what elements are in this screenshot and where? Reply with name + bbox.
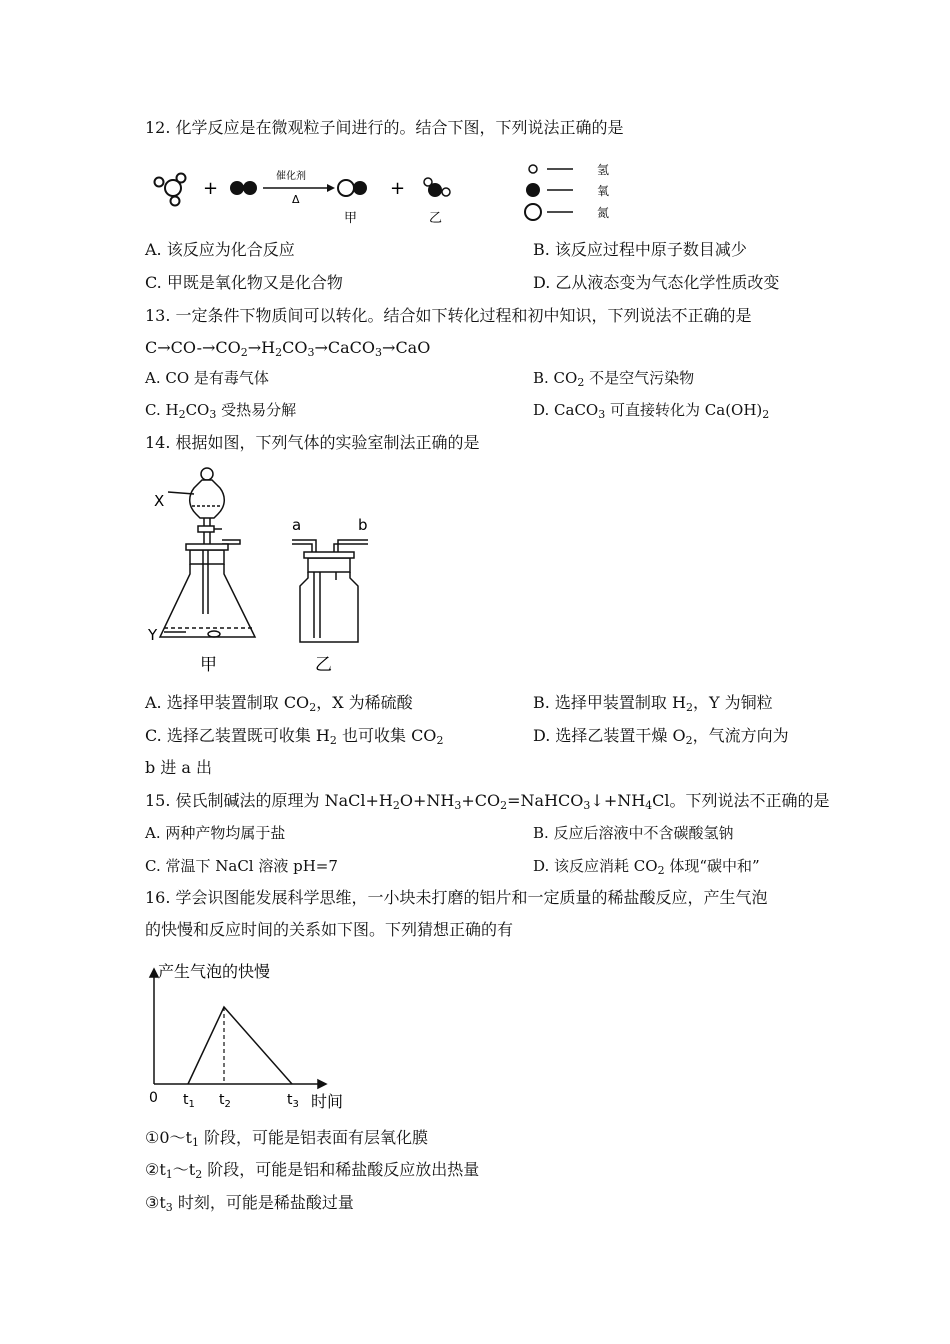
q13-option-a: A. CO 是有毒气体 (145, 369, 269, 387)
label-b: b (358, 516, 368, 534)
apparatus-jia (160, 468, 255, 637)
q15-option-c: C. 常温下 NaCl 溶液 pH=7 (145, 857, 338, 875)
chart-origin-label: 0 (149, 1090, 158, 1106)
q15-stem: 15. 侯氏制碱法的原理为 $NaCl+H_2O+NH_3+CO_2=NaHCO_3↓+NH_4Cl$。下列说法不正确的是 (145, 791, 830, 812)
legend-hydrogen: 氢 (597, 163, 610, 177)
q12-option-c: C. 甲既是氧化物又是化合物 (145, 273, 343, 292)
legend-oxygen: 氧 (597, 184, 610, 198)
q14-apparatus-diagram (140, 462, 400, 677)
q14-option-d-continued: b 进 a 出 (145, 758, 213, 777)
q16-item-3: $③t_3$ 时刻，可能是稀盐酸过量 (145, 1193, 354, 1214)
reaction-arrow (263, 169, 335, 206)
label-x: X (154, 492, 165, 510)
ammonia-molecule (155, 174, 186, 206)
product-jia-molecule (338, 180, 367, 196)
q13-stem: 13. 一定条件下物质间可以转化。结合如下转化过程和初中知识，下列说法不正确的是 (145, 306, 752, 325)
q12-option-d: D. 乙从液态变为气态化学性质改变 (533, 273, 780, 292)
product-jia-label: 甲 (344, 211, 358, 226)
apparatus-yi (292, 540, 368, 642)
q13-option-b: B. $CO_2$ 不是空气污染物 (533, 369, 695, 389)
tick-label-t2: $t_2$ (219, 1092, 231, 1110)
label-yi: 乙 (315, 655, 332, 675)
product-yi-molecule (424, 178, 450, 197)
q14-option-d: D. 选择乙装置干燥 $O_2$，气流方向为 (533, 726, 789, 747)
q16-stem-line2: 的快慢和反应时间的关系如下图。下列猜想正确的有 (145, 920, 514, 939)
q15-option-b: B. 反应后溶液中不含碳酸氢钠 (533, 824, 734, 842)
q12-option-a: A. 该反应为化合反应 (145, 240, 295, 259)
heat-symbol: Δ (292, 193, 300, 206)
tick-label-t1: $t_1$ (183, 1092, 195, 1110)
plus-sign-1: + (203, 178, 219, 199)
q14-stem: 14. 根据如图，下列气体的实验室制法正确的是 (145, 433, 480, 452)
chart-axes (150, 969, 326, 1088)
q16-item-2: $②t_1\sim t_2$ 阶段，可能是铝和稀盐酸反应放出热量 (145, 1160, 480, 1181)
q14-option-b: B. 选择甲装置制取 $H_2$，Y 为铜粒 (533, 693, 773, 714)
q12-stem: 12. 化学反应是在微观粒子间进行的。结合下图，下列说法正确的是 (145, 118, 624, 137)
rate-curve (188, 1007, 292, 1084)
chart-y-label: 产生气泡的快慢 (158, 962, 271, 981)
catalyst-label: 催化剂 (276, 171, 306, 182)
q15-option-a: A. 两种产物均属于盐 (145, 824, 286, 842)
tick-label-t3: $t_3$ (287, 1092, 299, 1110)
label-y: Y (148, 626, 158, 644)
legend-nitrogen: 氮 (597, 206, 610, 220)
q12-reaction-diagram (145, 152, 645, 232)
oxygen-molecule (230, 181, 257, 195)
plus-sign-2: + (390, 178, 406, 199)
q14-option-a: A. 选择甲装置制取 $CO_2$，X 为稀硫酸 (145, 693, 413, 714)
label-a: a (292, 516, 302, 534)
product-yi-label: 乙 (429, 211, 443, 226)
q13-chain: $C\to CO-\to CO_2\to H_2CO_3\to CaCO_3\to CaO$ (145, 338, 431, 359)
q15-option-d: D. 该反应消耗 $CO_2$ 体现“碳中和” (533, 857, 760, 877)
q14-option-c: C. 选择乙装置既可收集 $H_2$ 也可收集 $CO_2$ (145, 726, 444, 747)
q13-option-d: D. CaCO$_3$ 可直接转化为 $Ca(OH)_2$ (533, 401, 770, 421)
chart-x-label: 时间 (311, 1092, 344, 1111)
q16-rate-time-chart (140, 955, 380, 1115)
q13-option-c: C. $H_2CO_3$ 受热易分解 (145, 401, 297, 421)
atom-legend (525, 163, 609, 220)
q16-stem-line1: 16. 学会识图能发展科学思维，一小块未打磨的铝片和一定质量的稀盐酸反应，产生气泡 (145, 888, 768, 907)
q16-item-1: $①0\sim t_1$ 阶段，可能是铝表面有层氧化膜 (145, 1128, 429, 1149)
label-jia: 甲 (200, 655, 217, 675)
q12-option-b: B. 该反应过程中原子数目减少 (533, 240, 747, 259)
